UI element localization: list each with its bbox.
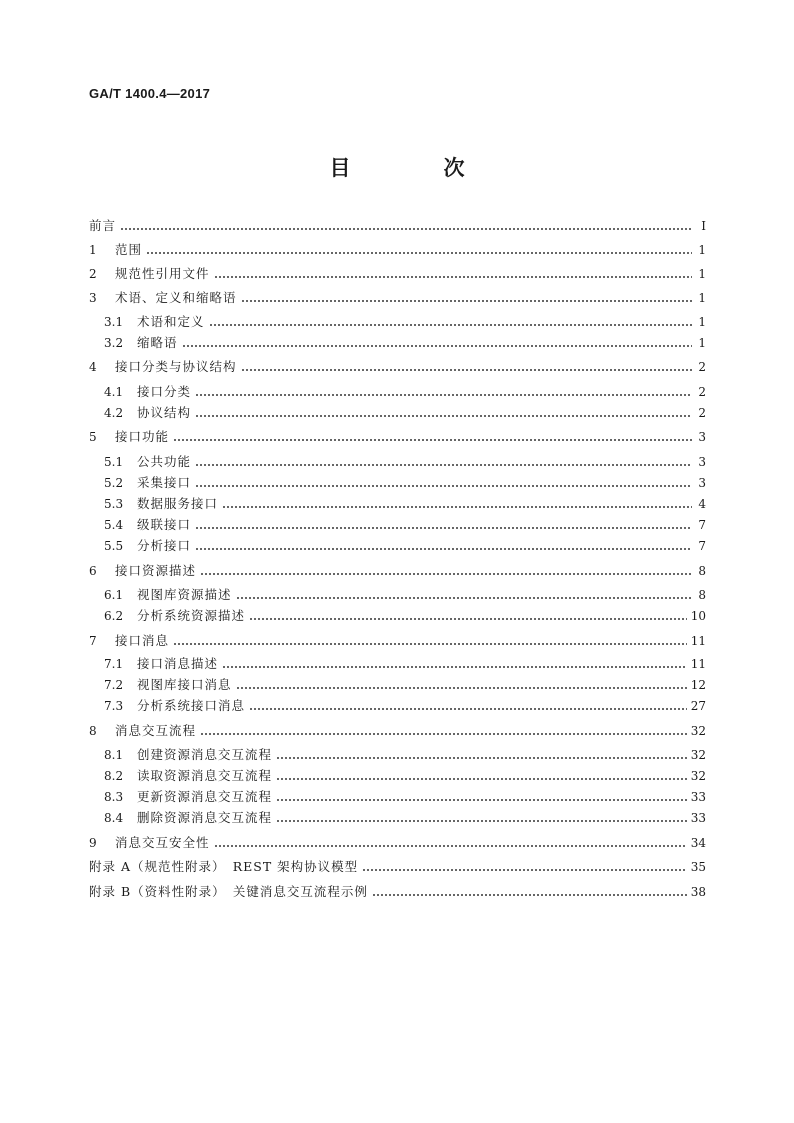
toc-entry[interactable] (104, 333, 706, 353)
toc-dot-leader (249, 618, 687, 620)
toc-entry-number: 8.2 (104, 769, 124, 783)
toc-entry-title: 接口资源描述 (115, 563, 197, 578)
toc-entry-page: 33 (690, 811, 706, 825)
toc-dot-leader (146, 252, 692, 254)
toc-entry-number: 8.3 (104, 790, 124, 804)
toc-entry-page: 34 (690, 836, 706, 850)
toc-dot-leader (241, 369, 692, 371)
toc-entry[interactable] (89, 288, 706, 308)
toc-entry-title: 创建资源消息交互流程 (137, 747, 273, 762)
toc-entry-number: 8.4 (104, 811, 124, 825)
toc-dot-leader (200, 573, 692, 575)
standard-code: GA/T 1400.4—2017 (89, 86, 211, 101)
toc-entry-title: 接口消息描述 (137, 656, 219, 671)
toc-entry-page: 10 (690, 609, 706, 623)
toc-dot-leader (372, 894, 687, 896)
toc-dot-leader (276, 778, 687, 780)
toc-dot-leader (195, 485, 692, 487)
toc-entry-page: 3 (698, 455, 706, 469)
toc-entry[interactable] (104, 403, 706, 423)
toc-entry[interactable] (104, 808, 706, 828)
toc-entry-number: 7.1 (104, 657, 124, 671)
toc-entry-title: 视图库接口消息 (137, 677, 232, 692)
toc-entry-number: 7 (89, 634, 97, 648)
toc-dot-leader (173, 439, 692, 441)
toc-entry-page: 2 (698, 385, 706, 399)
toc-entry-title: 前言 (89, 218, 117, 233)
toc-entry-page: 1 (698, 267, 706, 281)
toc-entry-title: 数据服务接口 (137, 496, 219, 511)
toc-entry[interactable] (104, 696, 706, 716)
toc-entry-number: 3.1 (104, 315, 124, 329)
toc-dot-leader (214, 276, 692, 278)
toc-entry[interactable] (89, 631, 706, 651)
toc-entry-title: 分析接口 (137, 538, 192, 553)
toc-entry-page: 1 (698, 243, 706, 257)
toc-dot-leader (209, 324, 692, 326)
toc-dot-leader (195, 394, 692, 396)
toc-entry[interactable] (104, 585, 706, 605)
toc-entry-title: 删除资源消息交互流程 (137, 810, 273, 825)
toc-entry-page: 32 (690, 769, 706, 783)
toc-entry-page: 12 (690, 678, 706, 692)
toc-entry-number: 6.2 (104, 609, 124, 623)
toc-entry[interactable] (89, 427, 706, 447)
toc-dot-leader (362, 869, 687, 871)
toc-entry-number: 5.3 (104, 497, 124, 511)
toc-dot-leader (195, 464, 692, 466)
toc-entry-page: 32 (690, 748, 706, 762)
toc-entry-page: 11 (690, 634, 706, 648)
toc-entry-title: 接口分类与协议结构 (115, 359, 237, 374)
toc-entry-title: 术语和定义 (137, 314, 205, 329)
toc-entry-title: 消息交互流程 (115, 723, 197, 738)
toc-entry[interactable] (89, 721, 706, 741)
toc-dot-leader (195, 527, 692, 529)
toc-entry[interactable] (104, 675, 706, 695)
toc-entry-number: 3 (89, 291, 97, 305)
toc-entry-page: 3 (698, 430, 706, 444)
toc-entry-page: 1 (698, 315, 706, 329)
toc-entry[interactable] (104, 654, 706, 674)
toc-entry[interactable] (89, 857, 706, 877)
toc-entry-title: 附录 A（规范性附录） REST 架构协议模型 (89, 859, 359, 874)
toc-entry-number: 2 (89, 267, 97, 281)
toc-entry-number: 8.1 (104, 748, 124, 762)
toc-entry-title: 分析系统资源描述 (137, 608, 246, 623)
toc-dot-leader (276, 799, 687, 801)
toc-entry-page: Ⅰ (701, 219, 706, 233)
toc-entry-page: 8 (698, 564, 706, 578)
toc-entry-number: 6.1 (104, 588, 124, 602)
toc-entry-number: 7.3 (104, 699, 124, 713)
toc-dot-leader (222, 506, 692, 508)
toc-entry-page: 11 (690, 657, 706, 671)
toc-entry[interactable] (104, 382, 706, 402)
toc-dot-leader (236, 687, 687, 689)
toc-dot-leader (200, 733, 687, 735)
toc-entry[interactable] (89, 357, 706, 377)
toc-entry-page: 27 (690, 699, 706, 713)
toc-entry-number: 5.5 (104, 539, 124, 553)
toc-entry-title: 分析系统接口消息 (137, 698, 246, 713)
toc-entry-title: 视图库资源描述 (137, 587, 232, 602)
toc-entry[interactable] (89, 833, 706, 853)
toc-entry-number: 5.2 (104, 476, 124, 490)
toc-entry-title: 接口消息 (115, 633, 170, 648)
toc-entry[interactable] (89, 240, 706, 260)
toc-entry-page: 38 (690, 885, 706, 899)
toc-entry-number: 5.4 (104, 518, 124, 532)
toc-entry[interactable] (104, 312, 706, 332)
toc-entry[interactable] (104, 766, 706, 786)
toc-entry-number: 3.2 (104, 336, 124, 350)
toc-entry-page: 32 (690, 724, 706, 738)
toc-entry-number: 9 (89, 836, 97, 850)
toc-entry-title: 接口分类 (137, 384, 192, 399)
toc-dot-leader (241, 300, 692, 302)
toc-entry-title: 协议结构 (137, 405, 192, 420)
toc-entry-title: 范围 (115, 242, 143, 257)
toc-entry[interactable] (89, 264, 706, 284)
page-title: 目 次 (329, 156, 501, 180)
toc-dot-leader (236, 597, 692, 599)
toc-entry-title: 附录 B（资料性附录） 关键消息交互流程示例 (89, 884, 368, 899)
toc-entry-number: 6 (89, 564, 97, 578)
toc-entry-number: 4 (89, 360, 97, 374)
toc-dot-leader (120, 228, 692, 230)
toc-entry-page: 1 (698, 336, 706, 350)
toc-entry-page: 35 (690, 860, 706, 874)
toc-dot-leader (249, 708, 687, 710)
toc-entry-page: 4 (698, 497, 706, 511)
toc-entry-title: 规范性引用文件 (115, 266, 210, 281)
toc-entry[interactable] (104, 787, 706, 807)
toc-dot-leader (182, 345, 692, 347)
toc-entry-title: 接口功能 (115, 429, 170, 444)
toc-entry-title: 读取资源消息交互流程 (137, 768, 273, 783)
toc-entry[interactable] (104, 452, 706, 472)
toc-entry-page: 8 (698, 588, 706, 602)
toc-entry-number: 4.2 (104, 406, 124, 420)
toc-entry[interactable] (104, 515, 706, 535)
toc-entry-page: 3 (698, 476, 706, 490)
toc-dot-leader (222, 666, 687, 668)
toc-entry-number: 7.2 (104, 678, 124, 692)
toc-entry-number: 1 (89, 243, 97, 257)
toc-dot-leader (195, 415, 692, 417)
toc-entry-number: 5.1 (104, 455, 124, 469)
toc-entry-title: 更新资源消息交互流程 (137, 789, 273, 804)
toc-entry-title: 采集接口 (137, 475, 192, 490)
toc-entry[interactable] (104, 494, 706, 514)
toc-entry-number: 5 (89, 430, 97, 444)
toc-entry-title: 级联接口 (137, 517, 192, 532)
toc-entry-number: 4.1 (104, 385, 124, 399)
toc-entry[interactable] (89, 561, 706, 581)
toc-entry-page: 7 (698, 518, 706, 532)
toc-entry-page: 33 (690, 790, 706, 804)
toc-entry-title: 缩略语 (137, 335, 178, 350)
toc-entry[interactable] (89, 216, 706, 236)
toc-entry-title: 术语、定义和缩略语 (115, 290, 237, 305)
toc-entry-page: 7 (698, 539, 706, 553)
toc-entry[interactable] (104, 473, 706, 493)
toc-entry-page: 2 (698, 406, 706, 420)
toc-entry-page: 2 (698, 360, 706, 374)
toc-entry[interactable] (104, 745, 706, 765)
toc-dot-leader (276, 820, 687, 822)
toc-dot-leader (173, 643, 687, 645)
toc-dot-leader (214, 845, 687, 847)
toc-dot-leader (276, 757, 687, 759)
toc-entry-number: 8 (89, 724, 97, 738)
toc-entry[interactable] (104, 536, 706, 556)
toc-entry[interactable] (104, 606, 706, 626)
toc-entry-title: 公共功能 (137, 454, 192, 469)
toc-entry-title: 消息交互安全性 (115, 835, 210, 850)
toc-entry-page: 1 (698, 291, 706, 305)
toc-dot-leader (195, 548, 692, 550)
toc-entry[interactable] (89, 882, 706, 902)
